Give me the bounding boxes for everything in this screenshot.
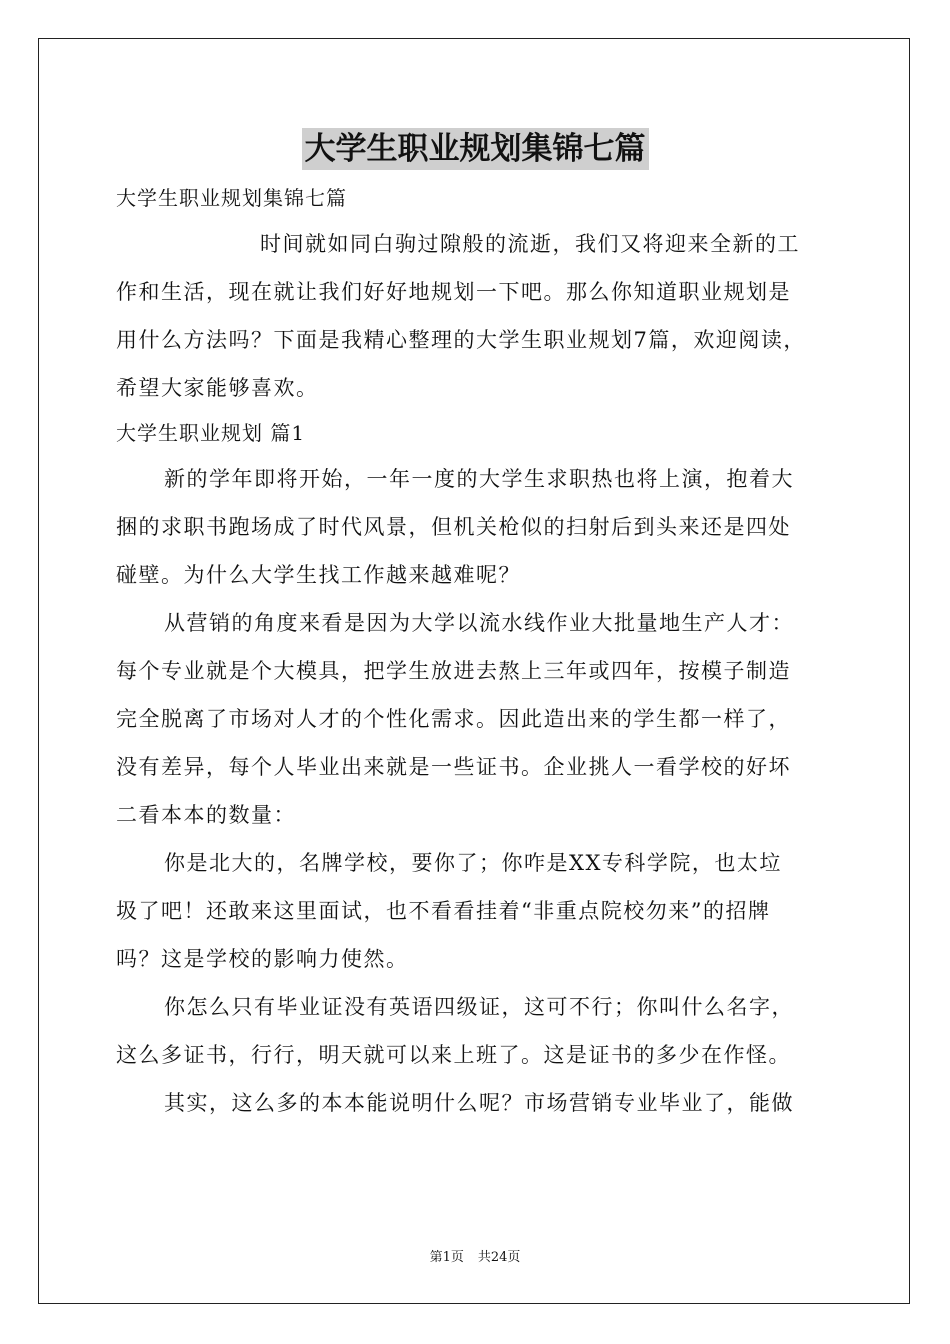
document-title: 大学生职业规划集锦七篇 <box>302 128 649 170</box>
title-wrap <box>0 128 950 170</box>
paragraph-line: 捆的求职书跑场成了时代风景，但机关枪似的扫射后到头来还是四处 <box>116 515 791 539</box>
page-number: 第1页 <box>429 1250 464 1265</box>
document-subtitle: 大学生职业规划集锦七篇 <box>116 186 347 210</box>
paragraph-line: 每个专业就是个大模具，把学生放进去熬上三年或四年，按模子制造 <box>116 659 791 683</box>
paragraph-line: 这么多证书，行行，明天就可以来上班了。这是证书的多少在作怪。 <box>116 1043 791 1067</box>
intro-line: 希望大家能够喜欢。 <box>116 376 319 400</box>
paragraph-line: 二看本本的数量： <box>116 803 296 827</box>
paragraph-line: 圾了吧！还敢来这里面试，也不看看挂着“非重点院校勿来”的招牌 <box>116 899 771 923</box>
intro-line: 用什么方法吗？下面是我精心整理的大学生职业规划7篇，欢迎阅读， <box>116 328 806 352</box>
paragraph-line: 你是北大的，名牌学校，要你了；你咋是XX专科学院，也太垃 <box>164 851 782 875</box>
paragraph-line: 碰壁。为什么大学生找工作越来越难呢？ <box>116 563 521 587</box>
paragraph-line: 新的学年即将开始，一年一度的大学生求职热也将上演，抱着大 <box>164 467 794 491</box>
page-footer <box>0 1246 950 1265</box>
section-heading: 大学生职业规划 篇1 <box>116 421 306 445</box>
intro-line: 时间就如同白驹过隙般的流逝，我们又将迎来全新的工 <box>260 232 800 256</box>
paragraph-line: 从营销的角度来看是因为大学以流水线作业大批量地生产人才： <box>164 611 794 635</box>
paragraph-line: 没有差异，每个人毕业出来就是一些证书。企业挑人一看学校的好坏 <box>116 755 791 779</box>
paragraph-line: 吗？这是学校的影响力使然。 <box>116 947 409 971</box>
paragraph-line: 完全脱离了市场对人才的个性化需求。因此造出来的学生都一样了， <box>116 707 791 731</box>
paragraph-line: 你怎么只有毕业证没有英语四级证，这可不行；你叫什么名字， <box>164 995 794 1019</box>
document-body <box>116 177 836 1127</box>
page-total: 共24页 <box>477 1250 521 1265</box>
paragraph-line: 其实，这么多的本本能说明什么呢？市场营销专业毕业了，能做 <box>164 1091 794 1115</box>
intro-line: 作和生活，现在就让我们好好地规划一下吧。那么你知道职业规划是 <box>116 280 791 304</box>
